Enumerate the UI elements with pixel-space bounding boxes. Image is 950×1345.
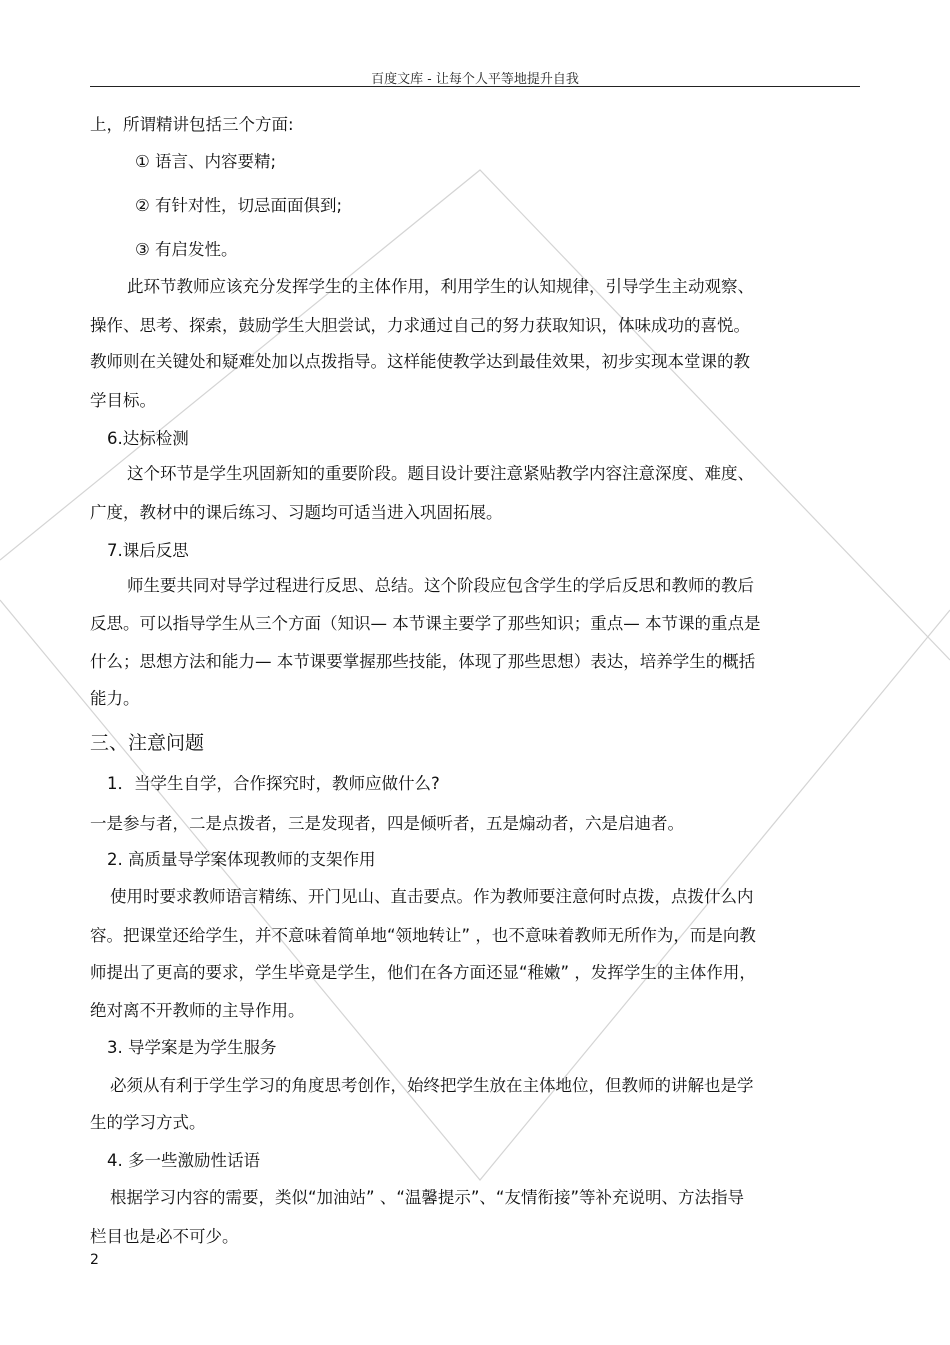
text-line: 教师则在关键处和疑难处加以点拨指导。这样能使教学达到最佳效果，初步实现本堂课的教 bbox=[90, 352, 750, 371]
subheading: 1．当学生自学，合作探究时，教师应做什么? bbox=[107, 774, 440, 793]
text-line: 操作、思考、探索，鼓励学生大胆尝试，力求通过自己的努力获取知识，体味成功的喜悦。 bbox=[90, 316, 750, 335]
list-item: ③ 有启发性。 bbox=[135, 240, 238, 259]
header-divider bbox=[90, 86, 860, 87]
text-line: 师生要共同对导学过程进行反思、总结。这个阶段应包含学生的学后反思和教师的教后 bbox=[127, 576, 754, 595]
section-heading: 三、注意问题 bbox=[90, 732, 205, 754]
text-line: 容。把课堂还给学生，并不意味着简单地“领地转让” ，也不意味着教师无所作为，而是向教 bbox=[90, 926, 756, 945]
list-item: ① 语言、内容要精; bbox=[135, 152, 277, 171]
text-line: 栏目也是必不可少。 bbox=[90, 1227, 239, 1246]
list-item: ② 有针对性，切忌面面俱到; bbox=[135, 196, 343, 215]
text-line: 反思。可以指导学生从三个方面（知识— 本节课主要学了那些知识；重点— 本节课的重点是 bbox=[90, 614, 761, 633]
text-line: 绝对离不开教师的主导作用。 bbox=[90, 1001, 305, 1020]
text-line: 师提出了更高的要求，学生毕竟是学生，他们在各方面还显“稚嫩” ，发挥学生的主体作用， bbox=[90, 963, 756, 982]
text-line: 必须从有利于学生学习的角度思考创作，始终把学生放在主体地位，但教师的讲解也是学 bbox=[110, 1076, 754, 1095]
text-line: 根据学习内容的需要，类似“加油站” 、“温馨提示”、“友情衔接”等补充说明、方法指导 bbox=[110, 1188, 745, 1207]
text-line: 上，所谓精讲包括三个方面: bbox=[90, 115, 294, 134]
subheading: 2. 高质量导学案体现教师的支架作用 bbox=[107, 850, 376, 869]
page-header: 百度文库 - 让每个人平等地提升自我 bbox=[371, 72, 579, 87]
text-line: 生的学习方式。 bbox=[90, 1113, 206, 1132]
text-line: 学目标。 bbox=[90, 391, 156, 410]
text-line: 什么；思想方法和能力— 本节课要掌握那些技能，体现了那些思想）表达，培养学生的概括 bbox=[90, 652, 756, 671]
text-line: 广度，教材中的课后练习、习题均可适当进入巩固拓展。 bbox=[90, 503, 503, 522]
text-line: 这个环节是学生巩固新知的重要阶段。题目设计要注意紧贴教学内容注意深度、难度、 bbox=[127, 464, 754, 483]
subheading: 3. 导学案是为学生服务 bbox=[107, 1038, 277, 1057]
subheading: 6.达标检测 bbox=[107, 429, 189, 448]
text-line: 能力。 bbox=[90, 689, 140, 708]
text-line: 此环节教师应该充分发挥学生的主体作用，利用学生的认知规律，引导学生主动观察、 bbox=[127, 277, 754, 296]
text-line: 使用时要求教师语言精练、开门见山、直击要点。作为教师要注意何时点拨，点拨什么内 bbox=[110, 887, 754, 906]
text-line: 一是参与者，二是点拨者，三是发现者，四是倾听者，五是煽动者，六是启迪者。 bbox=[90, 814, 684, 833]
subheading: 7.课后反思 bbox=[107, 541, 189, 560]
page-number: 2 bbox=[90, 1252, 99, 1268]
subheading: 4. 多一些激励性话语 bbox=[107, 1151, 260, 1170]
